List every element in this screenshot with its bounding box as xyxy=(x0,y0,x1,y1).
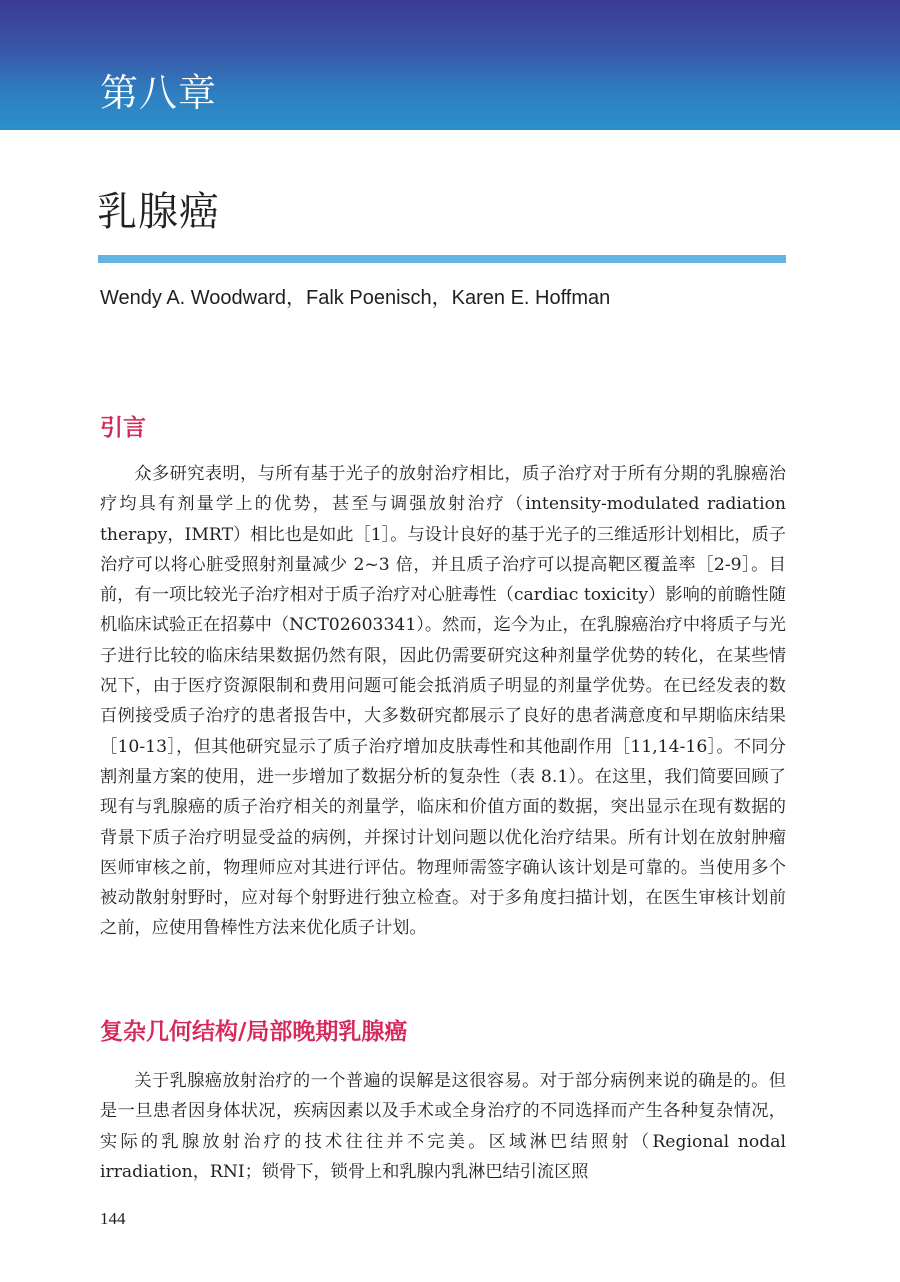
complex-geometry-paragraph: 关于乳腺癌放射治疗的一个普遍的误解是这很容易。对于部分病例来说的确是的。但是一旦患者因身体状况，疾病因素以及手术或全身治疗的不同选择而产生各种复杂情况，实际的乳腺放射治疗的技术往往并不完美。区域淋巴结照射（Regional nodal irradiation，RNI；锁骨下，锁骨上和乳腺内乳淋巴结引流区照 xyxy=(100,1071,786,1182)
author-list: Wendy A. Woodward，Falk Poenisch，Karen E. Hoffman xyxy=(100,287,611,309)
section-heading-introduction: 引言 xyxy=(100,415,146,441)
chapter-label: 第八章 xyxy=(100,71,218,115)
introduction-paragraph: 众多研究表明，与所有基于光子的放射治疗相比，质子治疗对于所有分期的乳腺癌治疗均具有剂量学上的优势，甚至与调强放射治疗（intensity-modulated radiation therapy，IMRT）相比也是如此［1］。与设计良好的基于光子的三维适形计划相比，质子治疗可以将心脏受照射剂量减少 2~3 倍，并且质子治疗可以提高靶区覆盖率［2-9］。目前，有一项比较光子治疗相对于质子治疗对心脏毒性（cardiac toxicity）影响的前瞻性随机临床试验正在招募中（NCT02603341）。然而，迄今为止，在乳腺癌治疗中将质子与光子进行比较的临床结果数据仍然有限，因此仍需要研究这种剂量学优势的转化，在某些情况下，由于医疗资源限制和费用问题可能会抵消质子明显的剂量学优势。在已经发表的数百例接受质子治疗的患者报告中，大多数研究都展示了良好的患者满意度和早期临床结果［10-13］，但其他研究显示了质子治疗增加皮肤毒性和其他副作用［11,14-16］。不同分割剂量方案的使用，进一步增加了数据分析的复杂性（表 8.1）。在这里，我们简要回顾了现有与乳腺癌的质子治疗相关的剂量学，临床和价值方面的数据，突出显示在现有数据的背景下质子治疗明显受益的病例，并探讨计划问题以优化治疗结果。所有计划在放射肿瘤医师审核之前，物理师应对其进行评估。物理师需签字确认该计划是可靠的。当使用多个被动散射射野时，应对每个射野进行独立检查。对于多角度扫描计划，在医生审核计划前之前，应使用鲁棒性方法来优化质子计划。 xyxy=(100,464,786,939)
page-number: 144 xyxy=(100,1209,126,1228)
title-rule xyxy=(98,255,786,263)
section-heading-complex-geometry: 复杂几何结构/局部晚期乳腺癌 xyxy=(100,1019,408,1045)
chapter-title: 乳腺癌 xyxy=(97,189,220,235)
chapter-banner xyxy=(0,0,900,130)
